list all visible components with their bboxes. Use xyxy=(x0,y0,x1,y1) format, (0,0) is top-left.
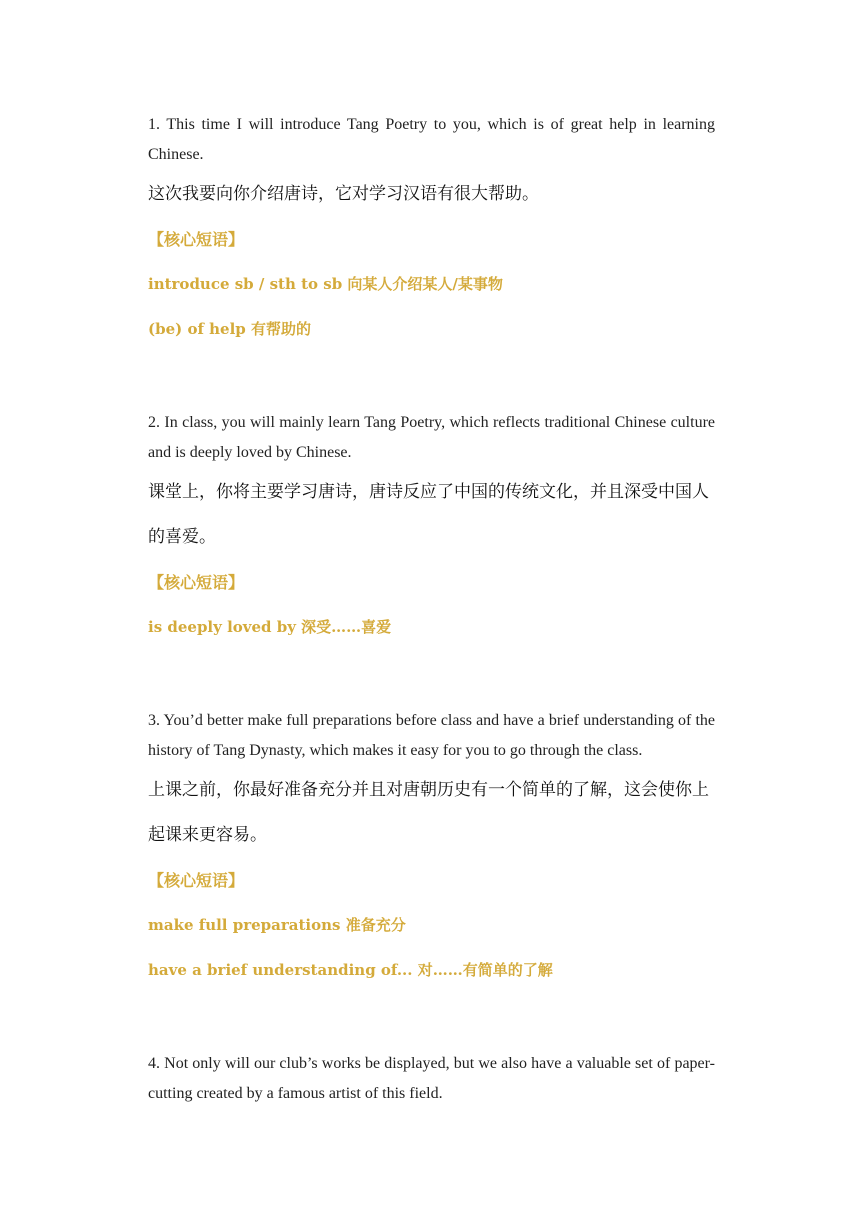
core-phrase: have a brief understanding of... 对……有简单的了解 xyxy=(148,961,553,979)
sentence-item-4 xyxy=(148,1049,715,1109)
english-sentence: 4. Not only will our club’s works be displayed, but we also have a valuable set of paper-cutting created by a famous artist of this field. xyxy=(148,1055,715,1102)
english-sentence: 3. You’d better make full preparations before class and have a brief understanding of the history of Tang Dynasty, which makes it easy for you to go through the class. xyxy=(148,712,715,759)
core-phrase: is deeply loved by 深受……喜爱 xyxy=(148,618,392,636)
core-phrases-heading: 【核心短语】 xyxy=(148,230,245,249)
core-phrase: introduce sb / sth to sb 向某人介绍某人/某事物 xyxy=(148,275,503,293)
core-phrase: (be) of help 有帮助的 xyxy=(148,320,311,338)
core-phrases-heading: 【核心短语】 xyxy=(148,573,245,592)
english-sentence: 1. This time I will introduce Tang Poetry to you, which is of great help in learning Chinese. xyxy=(148,116,715,163)
core-phrase: make full preparations 准备充分 xyxy=(148,916,406,934)
chinese-translation: 上课之前，你最好准备充分并且对唐朝历史有一个简单的了解，这会使你上起课来更容易。 xyxy=(148,780,709,845)
english-sentence: 2. In class, you will mainly learn Tang Poetry, which reflects traditional Chinese culture and is deeply loved by Chinese. xyxy=(148,414,715,461)
spacer xyxy=(148,993,715,1049)
core-phrases-heading: 【核心短语】 xyxy=(148,871,245,890)
chinese-translation: 这次我要向你介绍唐诗，它对学习汉语有很大帮助。 xyxy=(148,184,539,204)
document-content xyxy=(148,110,715,1109)
spacer xyxy=(148,650,715,706)
spacer xyxy=(148,352,715,408)
chinese-translation: 课堂上，你将主要学习唐诗，唐诗反应了中国的传统文化，并且深受中国人的喜爱。 xyxy=(148,482,709,547)
sentence-item-1 xyxy=(148,110,715,352)
sentence-item-2 xyxy=(148,408,715,650)
sentence-item-3 xyxy=(148,706,715,993)
